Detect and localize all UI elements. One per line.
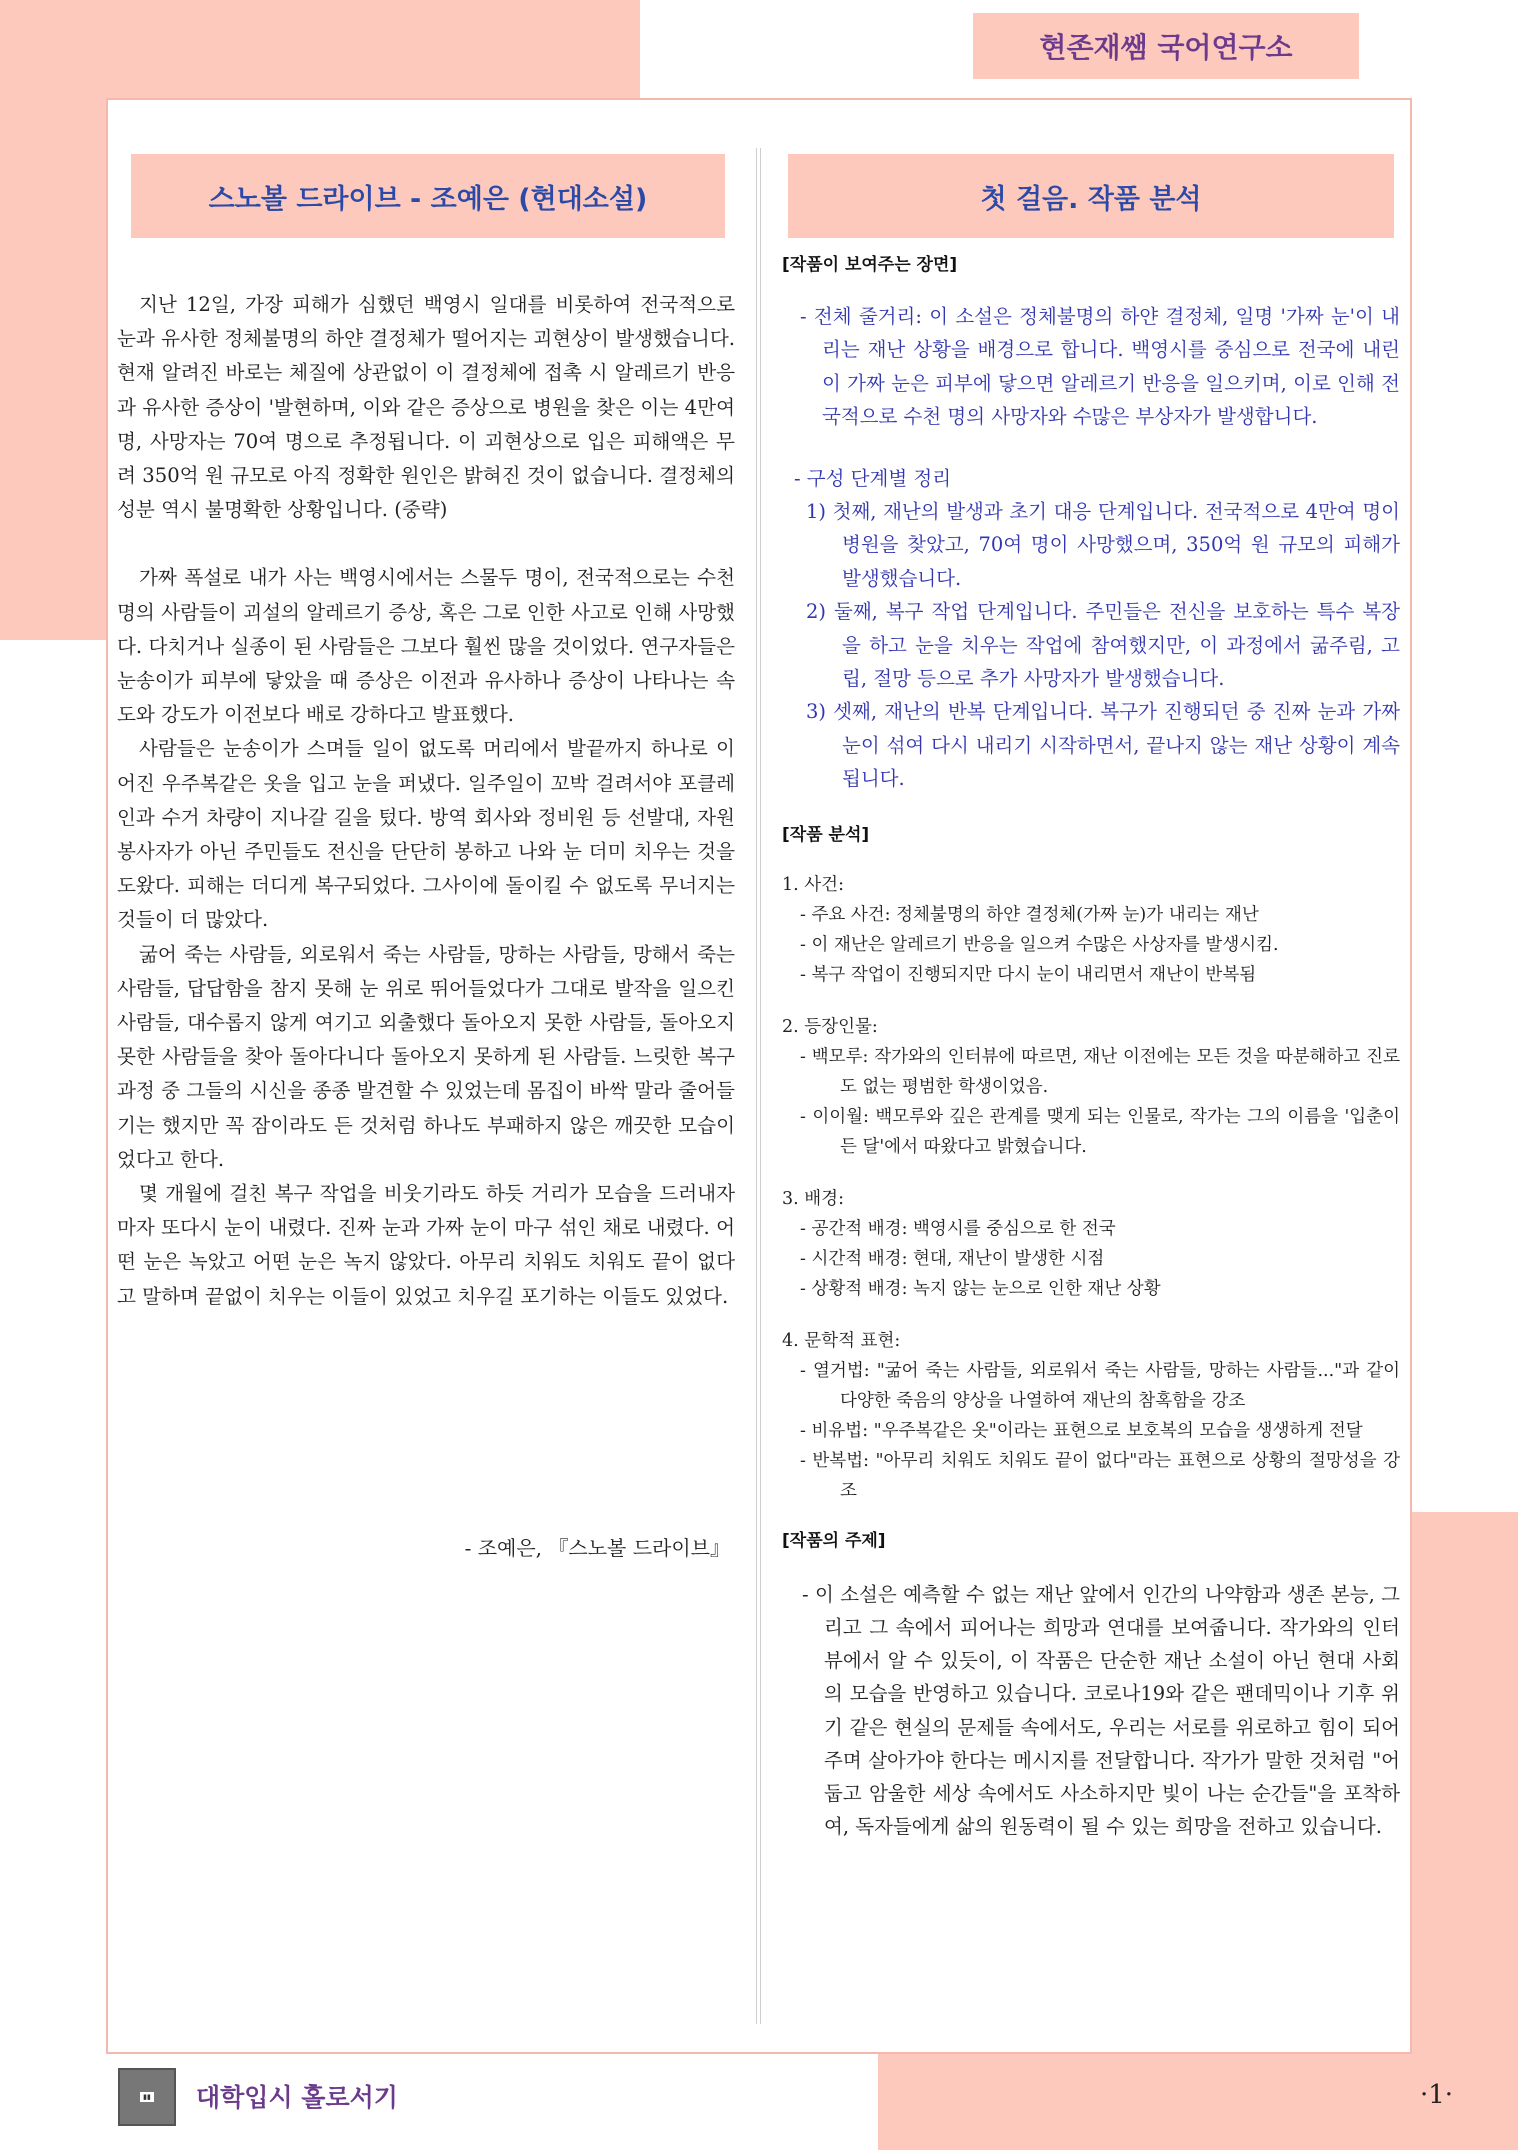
analysis-subitem: - 복구 작업이 진행되지만 다시 눈이 내리면서 재난이 반복됨	[800, 964, 1257, 985]
theme-text: - 이 소설은 예측할 수 없는 재난 앞에서 인간의 나약함과 생존 본능, 그리고 그 속에서 피어나는 희망과 연대를 보여줍니다. 작가와의 인터뷰에서 알 수 있듯이, 이 작품은 단순한 재난 소설이 아닌 현대 사회의 모습을 반영하고 있습니다. 코로나19와 같은 팬데믹이나 기후 위기 같은 현실의 문제들 속에서도, 우리는 서로를 위로하고 힘이 되어주며 살아가야 한다는 메시지를 전달합니다. 작가가 말한 것처럼 "어둡고 암울한 세상 속에서도 사소하지만 빛이 나는 순간들"을 포착하여, 독자들에게 삶의 원동력이 될 수 있는 희망을 전하고 있습니다.	[802, 1582, 1400, 1839]
excerpt-paragraph: 가짜 폭설로 내가 사는 백영시에서는 스물두 명이, 전국적으로는 수천 명의 사람들이 괴설의 알레르기 증상, 혹은 그로 인한 사고로 인해 사망했다. 다치거나 실종이 된 사람들은 그보다 훨씬 많을 것이었다. 연구자들은 눈송이가 피부에 닿았을 때 증상은 이전과 유사하나 증상이 나타나는 속도와 강도가 이전보다 배로 강하다고 발표했다.	[117, 566, 735, 727]
analysis-item-title: 2. 등장인물:	[782, 1016, 878, 1037]
analysis-item-title: 3. 배경:	[782, 1188, 844, 1209]
excerpt-paragraph: 지난 12일, 가장 피해가 심했던 백영시 일대를 비롯하여 전국적으로 눈과 유사한 정체불명의 하얀 결정체가 떨어지는 괴현상이 발생했습니다. 현재 알려진 바로는 체질에 상관없이 이 결정체에 접촉 시 알레르기 반응과 유사한 증상이 '발현하며, 이와 같은 증상으로 병원을 찾은 이는 4만여 명, 사망자는 70여 명으로 추정됩니다. 이 괴현상으로 입은 피해액은 무려 350억 원 규모로 아직 정확한 원인은 밝혀진 것이 없습니다. 결정체의 성분 역시 불명확한 상황입니다. (중략)	[117, 293, 735, 522]
stage-item: 1) 첫째, 재난의 발생과 초기 대응 단계입니다. 전국적으로 4만여 명이 병원을 찾았고, 70여 명이 사망했으며, 350억 원 규모의 피해가 발생했습니다.	[806, 500, 1400, 590]
analysis-item-title: 1. 사건:	[782, 874, 844, 895]
analysis-column	[782, 250, 1400, 1843]
excerpt-text	[117, 288, 735, 1314]
analysis-item-title: 4. 문학적 표현:	[782, 1330, 901, 1351]
column-divider	[756, 148, 761, 2024]
analysis-subitem: - 상황적 배경: 녹지 않는 눈으로 인한 재난 상황	[800, 1278, 1161, 1299]
analysis-subitem: - 백모루: 작가와의 인터뷰에 따르면, 재난 이전에는 모든 것을 따분해하고 진로도 없는 평범한 학생이었음.	[800, 1046, 1400, 1097]
right-title: 첫 걸음. 작품 분석	[788, 154, 1394, 238]
header-brand: 현존재쌤 국어연구소	[973, 13, 1359, 79]
footer-logo-mark: ▮▮	[140, 2092, 154, 2102]
plot-summary: - 전체 줄거리: 이 소설은 정체불명의 하얀 결정체, 일명 '가짜 눈'이 내리는 재난 상황을 배경으로 합니다. 백영시를 중심으로 전국에 내린 이 가짜 눈은 피부에 닿으면 알레르기 반응을 일으키며, 이로 인해 전국적으로 수천 명의 사망자와 수많은 부상자가 발생합니다.	[800, 305, 1400, 429]
excerpt-source: - 조예은, 『스노볼 드라이브』	[464, 1536, 730, 1560]
left-title: 스노볼 드라이브 - 조예은 (현대소설)	[131, 154, 725, 238]
analysis-subitem: - 반복법: "아무리 치워도 치워도 끝이 없다"라는 표현으로 상황의 절망성을 강조	[800, 1450, 1400, 1501]
excerpt-paragraph: 사람들은 눈송이가 스며들 일이 없도록 머리에서 발끝까지 하나로 이어진 우주복같은 옷을 입고 눈을 퍼냈다. 일주일이 꼬박 걸려서야 포클레인과 수거 차량이 지나갈 길을 텄다. 방역 회사와 정비원 등 선발대, 자원봉사자가 아닌 주민들도 전신을 단단히 봉하고 나와 눈 더미 치우는 것을 도왔다. 피해는 더디게 복구되었다. 그사이에 돌이킬 수 없도록 무너지는 것들이 더 많았다.	[117, 737, 735, 932]
excerpt-paragraph: 굶어 죽는 사람들, 외로워서 죽는 사람들, 망하는 사람들, 망해서 죽는 사람들, 답답함을 참지 못해 눈 위로 뛰어들었다가 그대로 발작을 일으킨 사람들, 대수롭지 않게 여기고 외출했다 돌아오지 못한 사람들, 돌아오지 못한 사람들을 찾아 돌아다니다 돌아오지 못하게 된 사람들. 느릿한 복구 과정 중 그들의 시신을 종종 발견할 수 있었는데 몸집이 바싹 말라 줄어들기는 했지만 꼭 잠이라도 든 것처럼 하나도 부패하지 않은 깨끗한 모습이었다고 한다.	[117, 942, 735, 1171]
section-heading-theme: [작품의 주제]	[782, 1530, 886, 1551]
analysis-subitem: - 주요 사건: 정체불명의 하얀 결정체(가짜 눈)가 내리는 재난	[800, 904, 1259, 925]
excerpt-paragraph: 몇 개월에 걸친 복구 작업을 비웃기라도 하듯 거리가 모습을 드러내자마자 또다시 눈이 내렸다. 진짜 눈과 가짜 눈이 마구 섞인 채로 내렸다. 어떤 눈은 녹았고 어떤 눈은 녹지 않았다. 아무리 치워도 치워도 끝이 없다고 말하며 끝없이 치우는 이들이 있었고 치우길 포기하는 이들도 있었다.	[117, 1182, 735, 1308]
section-heading-scene: [작품이 보여주는 장면]	[782, 255, 958, 275]
analysis-subitem: - 이 재난은 알레르기 반응을 일으켜 수많은 사상자를 발생시킴.	[800, 934, 1279, 955]
analysis-subitem: - 이이월: 백모루와 깊은 관계를 맺게 되는 인물로, 작가는 그의 이름을 '입춘이 든 달'에서 따왔다고 밝혔습니다.	[800, 1106, 1400, 1157]
stage-item: 2) 둘째, 복구 작업 단계입니다. 주민들은 전신을 보호하는 특수 복장을 하고 눈을 치우는 작업에 참여했지만, 이 과정에서 굶주림, 고립, 절망 등으로 추가 사망자가 발생했습니다.	[806, 600, 1400, 691]
analysis-subitem: - 공간적 배경: 백영시를 중심으로 한 전국	[800, 1218, 1116, 1239]
footer-logo	[118, 2068, 176, 2126]
analysis-subitem: - 시간적 배경: 현대, 재난이 발생한 시점	[800, 1248, 1105, 1269]
stage-item: 3) 셋째, 재난의 반복 단계입니다. 복구가 진행되던 중 진짜 눈과 가짜 눈이 섞여 다시 내리기 시작하면서, 끝나지 않는 재난 상황이 계속됩니다.	[806, 700, 1400, 791]
analysis-subitem: - 비유법: "우주복같은 옷"이라는 표현으로 보호복의 모습을 생생하게 전달	[800, 1420, 1363, 1441]
footer-brand: 대학입시 홀로서기	[196, 2083, 398, 2112]
stages-heading: - 구성 단계별 정리	[794, 466, 952, 490]
page-number: ·1·	[1420, 2080, 1454, 2110]
analysis-subitem: - 열거법: "굶어 죽는 사람들, 외로워서 죽는 사람들, 망하는 사람들..."과 같이 다양한 죽음의 양상을 나열하여 재난의 참혹함을 강조	[800, 1360, 1400, 1411]
section-heading-analysis: [작품 분석]	[782, 824, 870, 845]
scene-summary	[782, 300, 1400, 796]
